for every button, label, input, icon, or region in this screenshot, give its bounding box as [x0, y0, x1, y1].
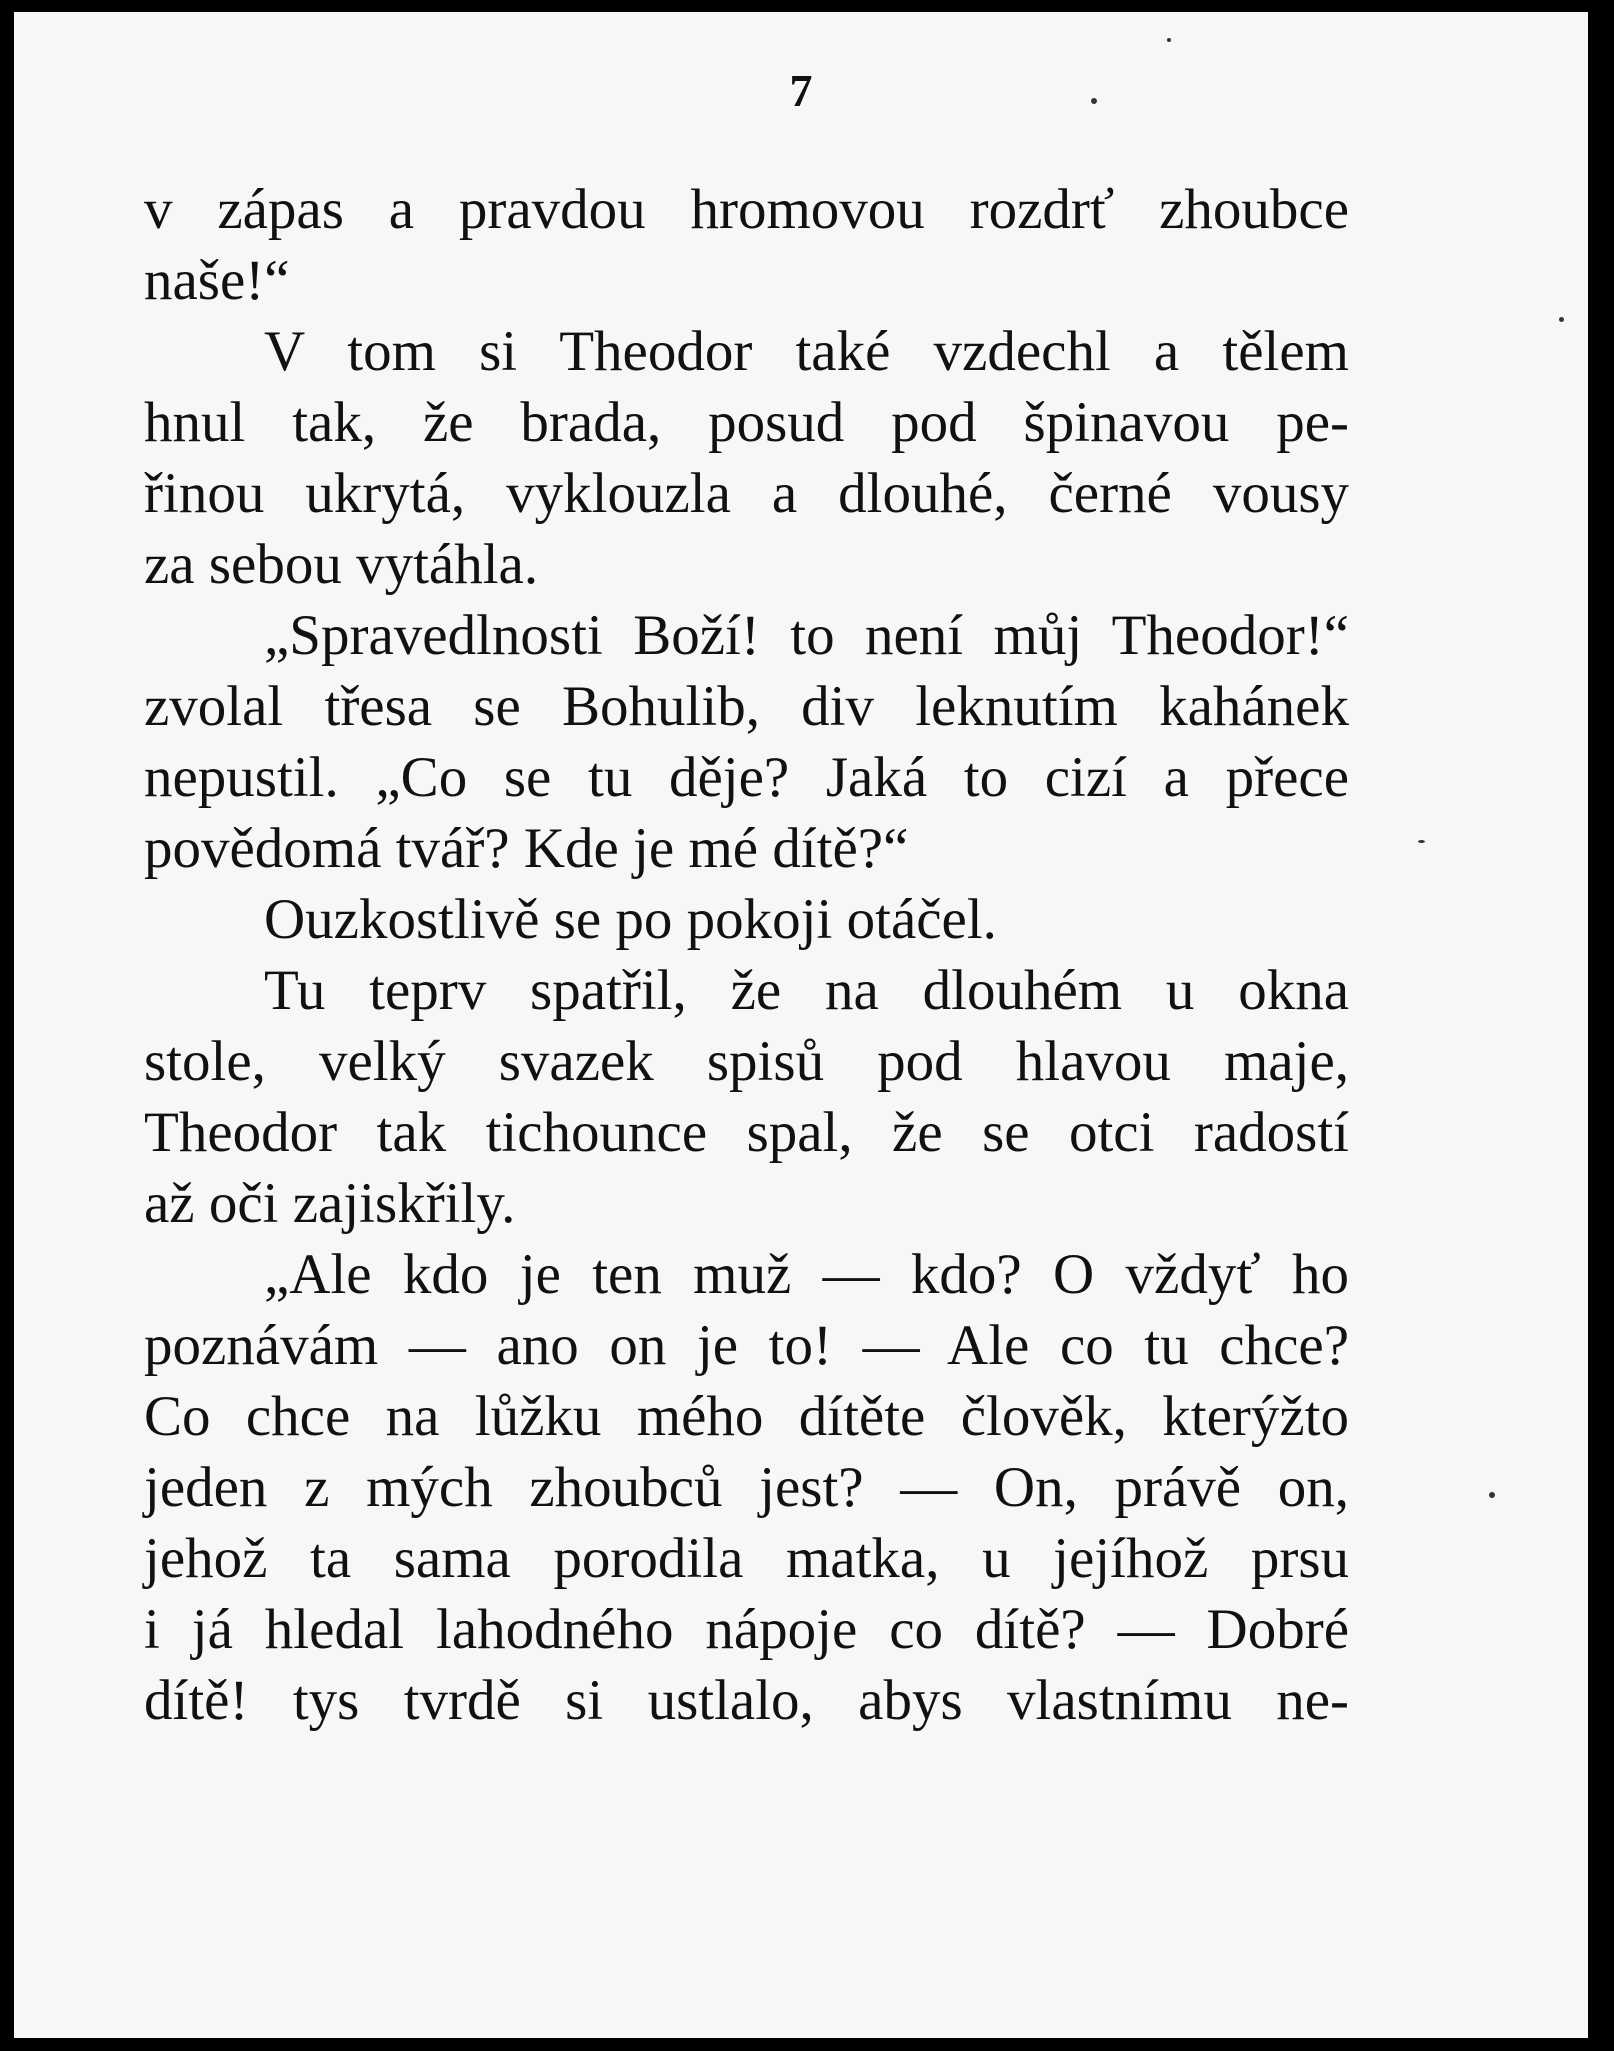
text-line: až oči zajiskřily. — [144, 1172, 516, 1235]
scan-speck — [1091, 98, 1097, 104]
text-line: v zápas a pravdou hromovou rozdrť zhoubce — [144, 178, 1349, 241]
text-line: hnul tak, že brada, posud pod špinavou pe- — [144, 391, 1349, 454]
text-line: stole, velký svazek spisů pod hlavou maje, — [144, 1030, 1349, 1093]
text-line: Ouzkostlivě se po pokoji otáčel. — [264, 888, 997, 951]
scan-speck — [1167, 38, 1171, 42]
text-line: i já hledal lahodného nápoje co dítě? — Dobré — [144, 1598, 1349, 1661]
text-line: zvolal třesa se Bohulib, div leknutím kahánek — [144, 675, 1349, 738]
book-page — [14, 12, 1588, 2038]
text-line: dítě! tys tvrdě si ustlalo, abys vlastnímu ne- — [144, 1669, 1349, 1732]
body-text — [144, 174, 1349, 1736]
text-line: Tu teprv spatřil, že na dlouhém u okna — [264, 959, 1349, 1022]
text-line: V tom si Theodor také vzdechl a tělem — [264, 320, 1349, 383]
text-line: naše!“ — [144, 249, 290, 312]
text-line: Co chce na lůžku mého dítěte člověk, kterýžto — [144, 1385, 1349, 1448]
text-line: poznávám — ano on je to! — Ale co tu chce? — [144, 1314, 1349, 1377]
text-line: „Spravedlnosti Boží! to není můj Theodor!“ — [264, 604, 1349, 667]
text-line: řinou ukrytá, vyklouzla a dlouhé, černé vousy — [144, 462, 1349, 525]
page-number: 7 — [789, 65, 813, 116]
text-line: jeden z mých zhoubců jest? — On, právě on, — [144, 1456, 1349, 1519]
text-line: povědomá tvář? Kde je mé dítě?“ — [144, 817, 909, 880]
scan-speck — [1489, 1492, 1495, 1498]
text-line: za sebou vytáhla. — [144, 533, 539, 596]
scan-speck — [1559, 317, 1564, 322]
text-line: jehož ta sama porodila matka, u jejíhož prsu — [144, 1527, 1349, 1590]
scan-speck — [1418, 840, 1425, 843]
text-line: nepustil. „Co se tu děje? Jaká to cizí a přece — [144, 746, 1349, 809]
text-line: Theodor tak tichounce spal, že se otci radostí — [144, 1101, 1349, 1164]
text-line: „Ale kdo je ten muž — kdo? O vždyť ho — [264, 1243, 1349, 1306]
